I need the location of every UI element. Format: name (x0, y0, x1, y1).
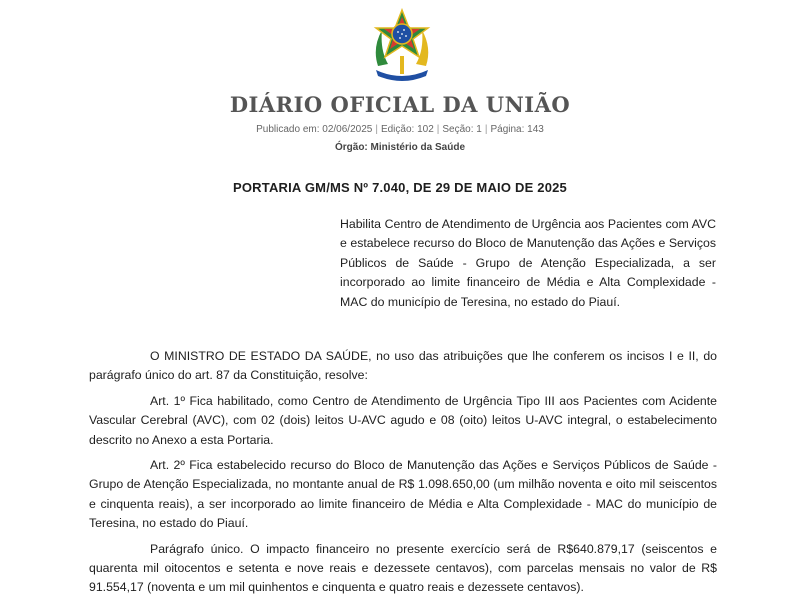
publication-meta (0, 124, 800, 135)
coat-of-arms-icon (368, 8, 436, 84)
published-date: Publicado em: 02/06/2025 (256, 124, 373, 135)
orgao-value: Ministério da Saúde (370, 142, 466, 153)
meta-separator: | (436, 124, 440, 135)
preamble-paragraph: O MINISTRO DE ESTADO DA SAÚDE, no uso das atribuições que lhe conferem os incisos I e II, do parágrafo único do art. 87 da Constituição, resolve: (89, 349, 717, 383)
edition-number: Edição: 102 (380, 124, 434, 135)
portaria-title: PORTARIA GM/MS Nº 7.040, DE 29 DE MAIO DE 2025 (233, 180, 567, 195)
document-body (89, 347, 717, 600)
orgao-label: Órgão: (334, 142, 368, 153)
meta-separator: | (375, 124, 378, 135)
article-1-paragraph: Art. 1º Fica habilitado, como Centro de Atendimento de Urgência Tipo III aos Pacientes com Acidente Vascular Cerebral (AVC), com 02 (dois) leitos U-AVC agudo e 08 (oito) leitos U-AVC integral, o estabelecimento descrito no Anexo a esta Portaria. (89, 393, 717, 447)
gazette-title: DIÁRIO OFICIAL DA UNIÃO (229, 92, 571, 117)
sole-paragraph: Parágrafo único. O impacto financeiro no presente exercício será de R$640.879,17 (seiscentos e quarenta mil oitocentos e setenta e nove reais e dezessete centavos), com parcelas mensais no valor de R$ 91.554,17 (noventa e um mil quinhentos e cinquenta e quatro reais e dezessete centavos). (89, 541, 717, 595)
ementa: Habilita Centro de Atendimento de Urgência aos Pacientes com AVC e estabelece recurso do Bloco de Manutenção das Ações e Serviços Públicos de Saúde - Grupo de Atenção Especializada, a ser incorporado ao limite financeiro de Média e Alta Complexidade - MAC do município de Teresina, no estado do Piauí. (340, 217, 716, 309)
section-number: Seção: 1 (442, 124, 482, 135)
orgao-line (0, 142, 800, 153)
article-2-paragraph: Art. 2º Fica estabelecido recurso do Bloco de Manutenção das Ações e Serviços Públicos de Saúde - Grupo de Atenção Especializada, no montante anual de R$ 1.098.650,00 (um milhão noventa e oito mil seiscentos e cinquenta reais), a ser incorporado ao limite financeiro de Média e Alta Complexidade - MAC do município de Teresina, no estado do Piauí. (89, 458, 717, 531)
page-number: Página: 143 (490, 124, 544, 135)
meta-separator: | (484, 124, 488, 135)
